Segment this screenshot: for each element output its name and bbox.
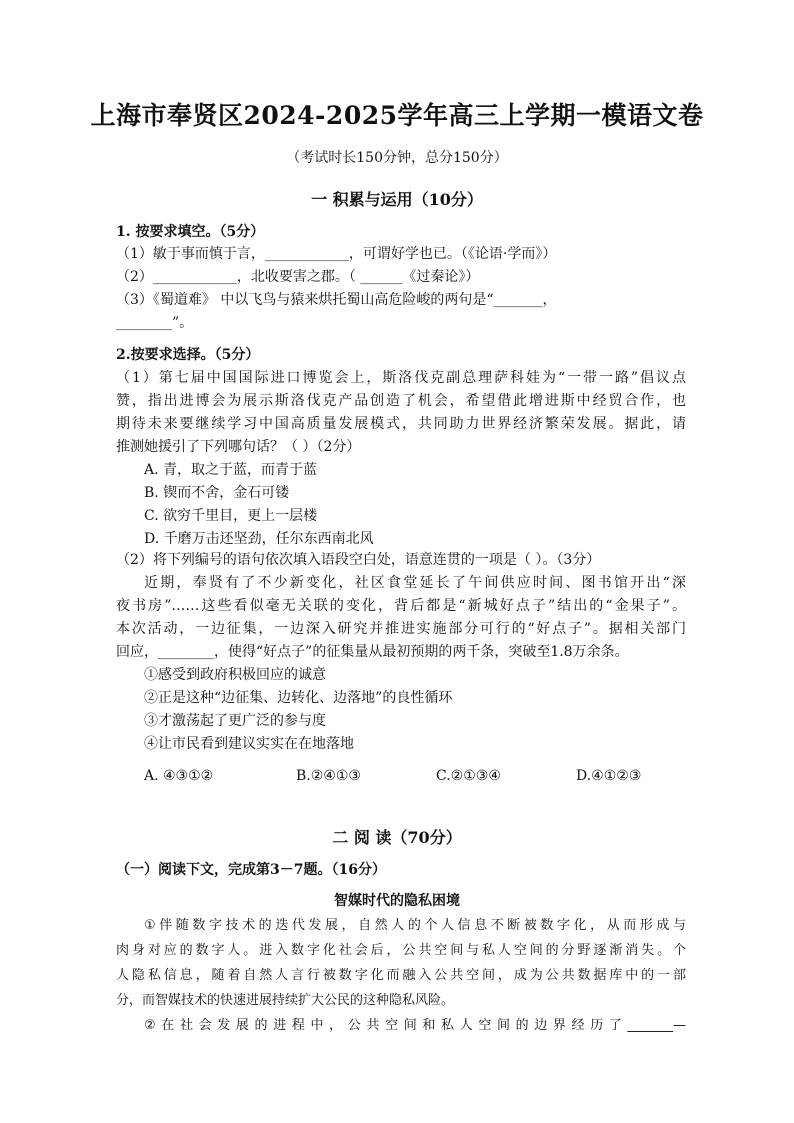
q2-passage-line: 本次活动，一边征集，一边深入研究并推进实施部分可行的“好点子”。据相关部门 xyxy=(116,621,686,637)
section1-heading: 一 积累与运用（10分） xyxy=(311,190,483,209)
option-a: A. 青，取之于蓝，而青于蓝 xyxy=(144,462,318,478)
q1-line: （1）敏于事而慎于言，____________，可谓好学也已。（《论语·学而》） xyxy=(116,246,557,262)
article-line: ②在社会发展的进程中，公共空间和私人空间的边界经历了_______— xyxy=(144,1018,686,1033)
article-line: 肉身对应的数字人。进入数字化社会后，公共空间与私人空间的分野逐渐消失。个 xyxy=(116,943,686,958)
q1-line: （2）____________，北收要害之郡。（ ______《过秦论》） xyxy=(116,269,480,285)
q2-passage-line: 回应，________，使得“好点子”的征集量从最初预期的两千条，突破至1.8万余条。 xyxy=(116,644,629,660)
q2-paragraph-line: （1）第七届中国国际进口博览会上，斯洛伐克副总理萨科娃为“一带一路”倡议点 xyxy=(116,370,686,386)
exam-subtitle: （考试时长150分钟，总分150分） xyxy=(286,150,508,166)
q1-line: ________”。 xyxy=(116,315,194,331)
q2-paragraph-line: 期待未来要继续学习中国高质量发展模式，共同助力世界经济繁荣发展。据此，请 xyxy=(116,416,686,432)
q1-heading: 1. 按要求填空。（5分） xyxy=(116,224,265,240)
sentence-item: ②正是这种“边征集、边转化、边落地”的良性循环 xyxy=(144,690,453,706)
q2-paragraph-line: 赞，指出进博会为展示斯洛伐克产品创造了机会，希望借此增进斯中经贸合作，也 xyxy=(116,393,686,409)
exam-title: 上海市奉贤区2024-2025学年高三上学期一模语文卷 xyxy=(90,101,704,130)
q2-part2-heading: （2）将下列编号的语句依次填入语段空白处，语意连贯的一项是（ ）。（3分） xyxy=(116,552,601,568)
article-line: 分，而智媒技术的快速进展持续扩大公民的这种隐私风险。 xyxy=(116,993,455,1008)
option-c: C. 欲穷千里目，更上一层楼 xyxy=(144,508,318,524)
q1-line: （3）《蜀道难》 中以飞鸟与猿来烘托蜀山高危险峻的两句是“_______， xyxy=(116,292,557,308)
option-d: D. 千磨万击还坚劲，任尔东西南北风 xyxy=(144,531,374,547)
q2-heading: 2.按要求选择。（5分） xyxy=(116,347,260,363)
q2-paragraph-line: 推测她援引了下列哪句话？（ ）（2分） xyxy=(116,439,361,455)
q2-passage-line: 近期，奉贤有了不少新变化，社区食堂延长了午间供应时间、图书馆开出“深 xyxy=(144,575,686,591)
reading-subheading: （一）阅读下文，完成第3－7题。（16分） xyxy=(116,862,386,878)
option-b: B. 锲而不舍，金石可镂 xyxy=(144,485,290,501)
choice-d: D.④①②③ xyxy=(576,768,642,784)
sentence-item: ①感受到政府积极回应的诚意 xyxy=(144,667,326,683)
sentence-item: ④让市民看到建议实实在在地落地 xyxy=(144,736,354,752)
sentence-item: ③才激荡起了更广泛的参与度 xyxy=(144,713,326,729)
article-line: ①伴随数字技术的迭代发展，自然人的个人信息不断被数字化，从而形成与 xyxy=(144,918,686,933)
choice-a: A. ④③①② xyxy=(144,768,214,784)
choice-c: C.②①③④ xyxy=(436,768,501,784)
section2-heading: 二 阅 读（70分） xyxy=(332,828,462,847)
article-line: 人隐私信息，随着自然人言行被数字化而融入公共空间，成为公共数据库中的一部 xyxy=(116,968,686,983)
choice-b: B.②④①③ xyxy=(296,768,361,784)
article-title: 智媒时代的隐私困境 xyxy=(334,893,460,909)
q2-passage-line: 夜书房”……这些看似毫无关联的变化，背后都是“新城好点子”结出的“金果子”。 xyxy=(116,598,686,614)
